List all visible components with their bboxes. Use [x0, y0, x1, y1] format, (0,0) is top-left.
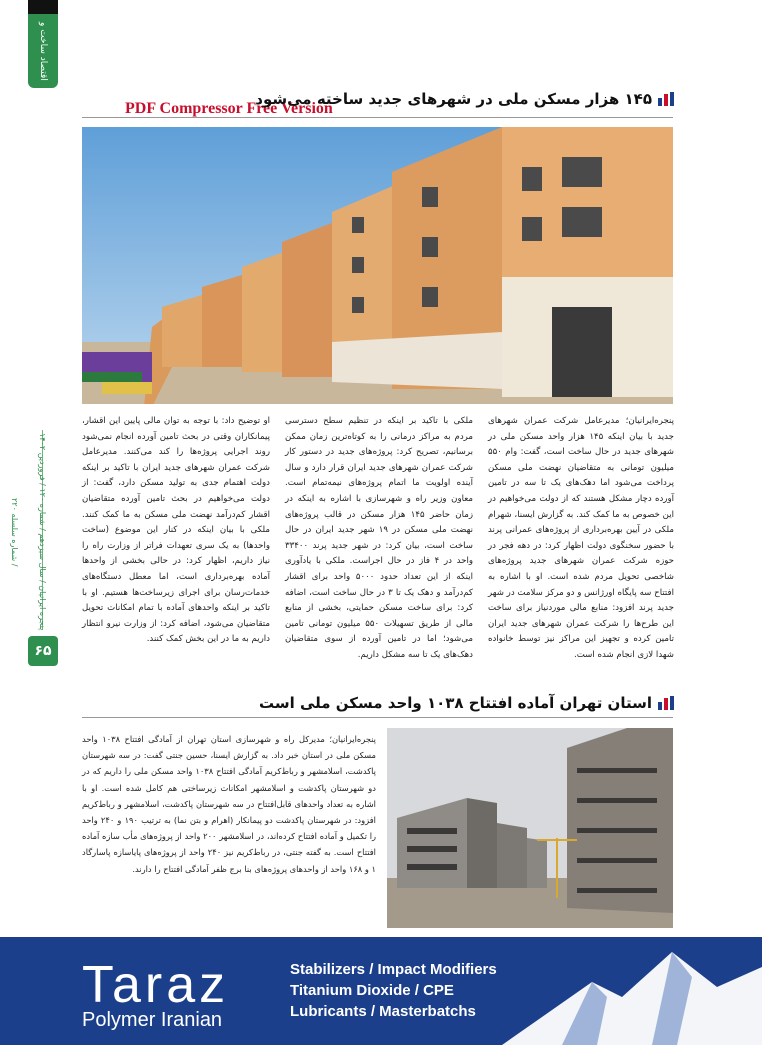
- article2-body: پنجره‌ایرانیان؛ مدیرکل راه و شهرسازی استان تهران از آمادگی افتتاح ۱۰۳۸ واحد مسکن ملی در استان خبر داد. به گزارش ایسنا، حسین جنتی گفت: در سه شهرستان پاکدشت، اسلامشهر و رباط‌کریم آمادگی افتتاح ۱۰۳۸ واحد مسکن ملی را داریم که در دو شهرستان پاکدشت و اسلامشهر امکانات زیرساختی هم کامل شده است. او با اشاره به تعداد واحدهای قابل‌افتتاح در سه شهرستان پاکدشت، اسلامشهر و رباط‌کریم افزود: در شهرستان پاکدشت دو پیمانکار (اهرام و بتن نما) به ترتیب ۱۹۰ و ۲۴۰ واحد را تکمیل و آماده افتتاح کرده‌اند، در اسلامشهر ۲۰۰ واحد از پروژه‌های مأب سازه آماده افتتاح است. به گفته جنتی، در رباط‌کریم نیز ۲۴۰ واحد از پروژه‌های پایاسازه پاسارگاد ۱ و ۱۶۸ واحد از واحدهای پروژه‌های بنا برج ظفر آمادگی افتتاح را دارند.: [82, 734, 377, 874]
- headline-divider: [82, 717, 673, 718]
- page-number: ۶۵: [28, 636, 58, 666]
- article1-title: ۱۴۵ هزار مسکن ملی در شهرهای جدید ساخته می‌شود: [255, 90, 652, 108]
- bar-chart-icon: [658, 92, 674, 106]
- section-tab-cap: [28, 0, 58, 14]
- headline-divider: [82, 117, 673, 118]
- article1-photo: [82, 127, 673, 404]
- brand-subtitle: Polymer Iranian: [82, 1009, 223, 1031]
- product-line-1: Stabilizers / Impact Modifiers: [290, 961, 497, 978]
- article1-column-3: او توضیح داد: با توجه به توان مالی پایین این اقشار، پیمانکاران وقتی در بحث تامین آورده انجام نمی‌شود روند اجرایی پروژه‌ها را کند می‌کنند. مدیرعامل شرکت عمران شهرهای جدید ایران با تاکید بر اینکه دولت اهتمام جدی به تولید مسکن دارد، گفت: از دولت می‌خواهیم در بحث تامین آورده متقاضیان اقشار کم‌درآمد نهضت ملی مسکن به ما کمک کنند. ملکی با بیان اینکه در کنار این موضوع (ساخت واحدها) به یک سری تعهدات فراتر از وزارت راه را نیاز داریم، اظهار کرد: در حالی بخشی از واحدها آماده بهره‌برداری است، اما معطل دستگاه‌های خدمات‌رسان برای اجرای زیرساخت‌ها هستیم. او با تاکید بر اینکه واحدهای آماده با تمام امکانات تحویل متقاضیان می‌شود، اضافه کرد: از وزارت نیرو انتظار داریم به ما در این بخش کمک کنند.: [82, 416, 270, 645]
- article1-column-1: پنجره‌ایرانیان؛ مدیرعامل شرکت عمران شهرهای جدید با بیان اینکه ۱۴۵ هزار واحد مسکن ملی در شهرهای جدید در حال ساخت است، گفت: وام ۵۵۰ میلیون تومانی به متقاضیان نهضت ملی مسکن پرداخت می‌شود اما دهک‌های یک تا سه در تامین آورده دچار مشکل هستند که از دولت می‌خواهیم در این خصوص به ما کمک کند. به گزارش ایسنا، شهرام ملکی در آیین بهره‌برداری از پروژه‌های عمرانی پرند با حضور سخنگوی دولت اظهار کرد: در دهه فجر در حوزه شرکت عمران شهرهای جدید پروژه‌های شاخصی تحویل مردم شده است. او با اشاره به افتتاح سه پایگاه اورژانس و دو مرکز سلامت در شهر جدید پرند افزود: منابع مالی موردنیاز برای ساخت این طرح‌ها را شرکت عمران شهرهای جدید ایران تامین کرده و تجهیز این مراکز نیز توسط خانواده شهدا لازی انجام شده است.: [488, 416, 674, 660]
- bar-chart-icon: [658, 696, 674, 710]
- article1-headline: [255, 90, 674, 108]
- product-list: [290, 959, 497, 1022]
- product-line-3: Lubricants / Masterbatchs: [290, 1003, 476, 1020]
- section-label: اقتصاد ساخت و ساز: [10, 21, 48, 81]
- issue-meta: پنجره ایرانیان / سال سیزدهم / شماره ۱۲۰ / فروردین ۱۴۰۲ / شماره سلسله ۲۲۰: [10, 433, 47, 631]
- pdf-watermark: PDF Compressor Free Version: [125, 100, 333, 117]
- article2-photo: [387, 728, 673, 928]
- brand-logo: Taraz: [82, 956, 230, 1014]
- article1-column-2: ملکی با تاکید بر اینکه در تنظیم سطح دسترسی مردم به مراکز درمانی را به کوتاه‌ترین زمان ممکن برسانیم، تصریح کرد: پروژه‌های جدید در دستور کار شرکت عمران شهرهای جدید ایران قرار دارد و سال آینده اولویت ما اتمام پروژه‌های نیمه‌تمام است. معاون وزیر راه و شهرسازی با اشاره به اینکه در زمان حاضر ۱۴۵ هزار مسکن در قالب پروژه‌های نهضت ملی مسکن در ۱۹ شهر جدید ایران در حال ساخت است، بیان کرد: در شهر جدید پرند ۳۳۴۰۰ واحد در ۴ فاز در حال اجراست. ملکی با یادآوری اینکه از این تعداد حدود ۵۰۰۰ واحد برای اقشار کم‌درآمد و دهک یک تا ۳ در حال ساخت است، اضافه کرد: برای ساخت مسکن حمایتی، بخشی از منابع مالی از طریق تسهیلات ۵۵۰ میلیون تومانی تامین می‌شود؛ اما در تامین آورده از سوی متقاضیان دهک‌های یک تا سه مشکل داریم.: [285, 416, 473, 660]
- article2-title: استان تهران آماده افتتاح ۱۰۳۸ واحد مسکن ملی است: [258, 694, 652, 712]
- product-line-2: Titanium Dioxide / CPE: [290, 982, 454, 999]
- article2-headline: [259, 694, 674, 712]
- mountain-icon: [502, 937, 762, 1045]
- ad-banner[interactable]: [0, 937, 762, 1045]
